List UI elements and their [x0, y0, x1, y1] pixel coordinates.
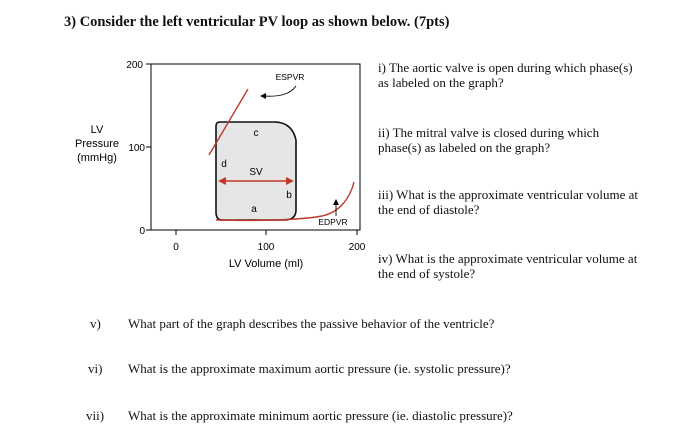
y-tick-label-100: 100 — [128, 143, 145, 154]
edpvr-callout-arrowhead — [333, 199, 339, 205]
y-tick-label-200: 200 — [126, 60, 143, 71]
x-tick-label-100: 100 — [257, 242, 275, 253]
question-vi-number: vi) — [88, 361, 103, 376]
y-axis-label-line2: Pressure — [74, 138, 120, 150]
espvr-callout-arrowhead — [260, 93, 266, 99]
x-tick-label-0: 0 — [173, 242, 179, 253]
x-tick-label-200: 200 — [348, 242, 366, 253]
question-vi: What is the approximate maximum aortic pressure (ie. systolic pressure)? — [128, 361, 511, 376]
question-v-number: v) — [90, 316, 101, 331]
y-axis-label-line1: LV — [90, 124, 104, 136]
espvr-callout-line — [262, 86, 296, 96]
y-axis-label-line3: (mmHg) — [77, 152, 117, 164]
x-axis-label: LV Volume (ml) — [228, 258, 304, 270]
espvr-label: ESPVR — [275, 72, 305, 82]
sv-label: SV — [249, 167, 263, 178]
question-vii: What is the approximate minimum aortic pressure (ie. diastolic pressure)? — [128, 408, 513, 423]
y-tick-label-0: 0 — [139, 226, 145, 237]
question-iii: iii) What is the approximate ventricular volume at the end of diastole? — [378, 187, 639, 217]
phase-label-a: a — [251, 204, 257, 215]
question-i: i) The aortic valve is open during which phase(s) as labeled on the graph? — [378, 60, 633, 90]
phase-label-b: b — [286, 190, 292, 201]
question-title: 3) Consider the left ventricular PV loop as shown below. (7pts) — [64, 14, 450, 30]
question-iv: iv) What is the approximate ventricular volume at the end of systole? — [378, 251, 638, 281]
question-v: What part of the graph describes the passive behavior of the ventricle? — [128, 316, 495, 331]
question-ii: ii) The mitral valve is closed during which phase(s) as labeled on the graph? — [378, 125, 600, 155]
phase-label-c: c — [253, 128, 259, 139]
edpvr-label: EDPVR — [318, 217, 348, 227]
question-vii-number: vii) — [86, 408, 105, 423]
phase-label-d: d — [221, 159, 227, 170]
